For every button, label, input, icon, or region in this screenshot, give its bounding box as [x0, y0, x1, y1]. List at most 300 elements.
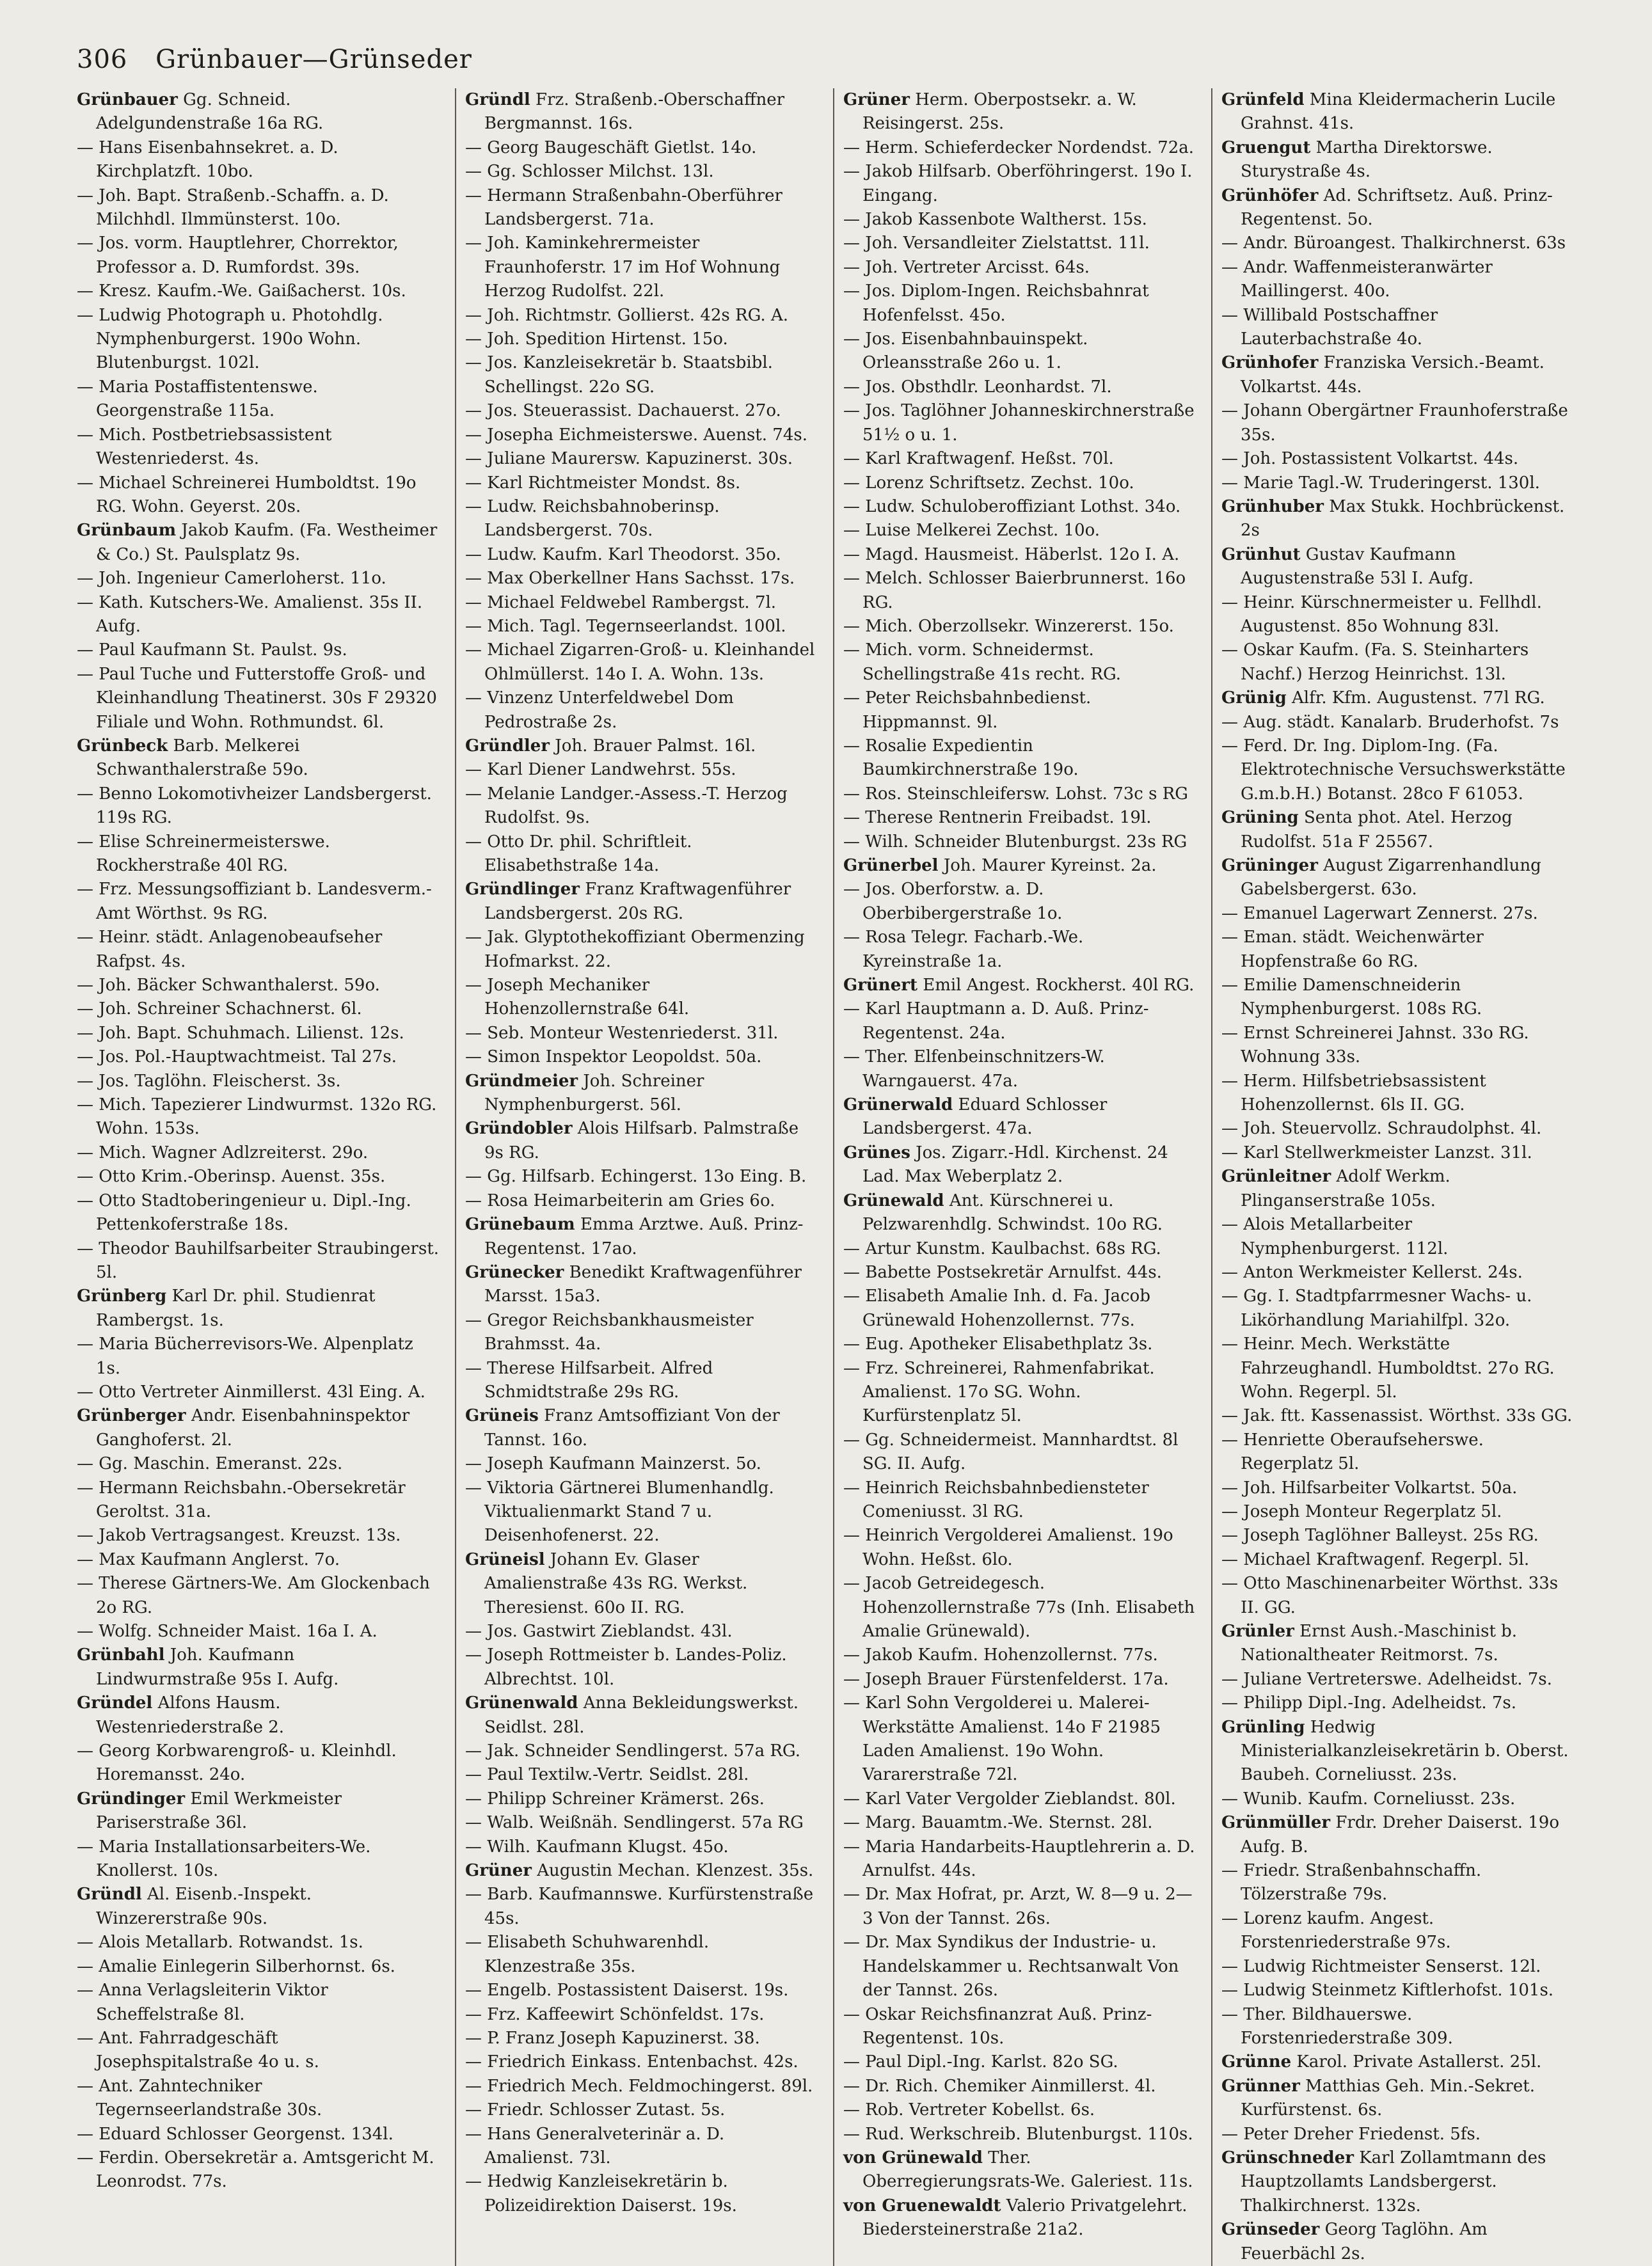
directory-entry — [843, 208, 1196, 232]
directory-entry — [77, 424, 440, 471]
directory-entry — [465, 2075, 818, 2098]
entry-text: Ant. Zahntechniker Tegernseerlandstraße 30s. — [96, 2076, 322, 2120]
directory-entry — [843, 1524, 1196, 1572]
directory-entry — [1221, 1572, 1574, 1620]
directory-entry — [843, 1357, 1196, 1429]
entry-text: Maria Handarbeits-Hauptlehrerin a. D. Arnulfst. 44s. — [862, 1837, 1195, 1881]
directory-entry — [843, 328, 1196, 376]
directory-entry — [465, 734, 818, 758]
entry-text: Ad. Schriftsetz. Auß. Prinz-Regentenst. 5o. — [1241, 186, 1553, 230]
entry-text: Babette Postsekretär Arnulfst. 44s. — [865, 1262, 1162, 1282]
directory-entry — [843, 136, 1196, 160]
directory-entry — [843, 2050, 1196, 2074]
page-number: 306 — [77, 45, 128, 74]
entry-text: Ant. Fahrradgeschäft Josephspitalstraße 4o u. s. — [96, 2028, 319, 2072]
directory-entry — [1221, 2146, 1574, 2218]
entry-text: Gg. Schlosser Milchst. 13l. — [487, 162, 714, 182]
entry-text: Jakob Kaufm. Hohenzollernst. 77s. — [865, 1645, 1158, 1665]
directory-entry — [1221, 2218, 1574, 2266]
directory-entry — [77, 1692, 440, 1739]
directory-entry — [1221, 1022, 1574, 1070]
entry-surname: von Grünewald — [843, 2148, 983, 2167]
entry-text: Lorenz kaufm. Angest. Forstenriederstraße 97s. — [1241, 1908, 1451, 1953]
directory-entry — [77, 1835, 440, 1883]
directory-entry — [843, 447, 1196, 471]
entry-surname: von Gruenewaldt — [843, 2196, 1001, 2215]
entry-surname: Grünbeck — [77, 736, 168, 756]
entry-surname: Gründlinger — [465, 880, 580, 899]
entry-surname: Grüninger — [1221, 856, 1318, 875]
entry-text: Ther. Elfenbeinschnitzers-W. Warngauerst. 47a. — [862, 1047, 1105, 1091]
entry-text: Hedwig Ministerialkanzleisekretärin b. Oberst. Baubeh. Corneliusst. 23s. — [1241, 1717, 1569, 1785]
entry-text: Gg. Schneidermeist. Mannhardtst. 8l SG. II. Aufg. — [862, 1430, 1179, 1474]
directory-entry — [1221, 1692, 1574, 1715]
entry-text: Rosa Heimarbeiterin am Gries 6o. — [487, 1191, 775, 1210]
directory-entry — [465, 567, 818, 590]
entry-text: Peter Dreher Friedenst. 5fs. — [1243, 2124, 1481, 2144]
directory-entry — [77, 1620, 440, 1644]
entry-text: Jos. Obsthdlr. Leonhardst. 7l. — [865, 377, 1112, 397]
directory-entry — [1221, 136, 1574, 184]
directory-entry — [1221, 1141, 1574, 1165]
entry-text: Hermann Reichsbahn.-Obersekretär Geroltst. 31a. — [96, 1478, 406, 1521]
entry-surname: Gründobler — [465, 1119, 573, 1139]
directory-entry — [465, 2170, 818, 2218]
directory-entry — [1221, 399, 1574, 447]
directory-entry — [465, 1787, 818, 1811]
directory-entry — [465, 1477, 818, 1548]
entry-text: Ludwig Steinmetz Kiftlerhofst. 101s. — [1243, 1981, 1554, 2001]
entry-text: Otto Vertreter Ainmillerst. 43l Eing. A. — [99, 1382, 425, 1402]
directory-entry — [465, 88, 818, 136]
entry-text: Joh. Schreiner Schachnerst. 6l. — [99, 999, 362, 1019]
directory-entry — [843, 2194, 1196, 2242]
entry-text: Melanie Landger.-Assess.-T. Herzog Rudolfst. 9s. — [484, 784, 788, 828]
entry-text: Vinzenz Unterfeldwebel Dom Pedrostraße 2s. — [484, 688, 734, 732]
entry-text: Joh. Bapt. Schuhmach. Lilienst. 12s. — [99, 1023, 404, 1043]
page-header — [77, 37, 1574, 82]
entry-text: Andr. Büroangest. Thalkirchnerst. 63s — [1243, 234, 1566, 253]
directory-entry — [77, 304, 440, 376]
column-2 — [455, 88, 818, 2266]
entry-text: Ludw. Kaufm. Karl Theodorst. 35o. — [487, 544, 781, 564]
entry-text: Heinr. Mech. Werkstätte Fahrzeughandl. Humboldtst. 27o RG. Wohn. Regerpl. 5l. — [1241, 1335, 1555, 1402]
entry-text: Herm. Schieferdecker Nordendst. 72a. — [865, 138, 1195, 157]
entry-text: Anton Werkmeister Kellerst. 24s. — [1243, 1262, 1523, 1282]
entry-text: Joseph Taglöhner Balleyst. 25s RG. — [1243, 1526, 1539, 1546]
entry-text: Joh. Versandleiter Zielstattst. 11l. — [865, 234, 1150, 253]
entry-text: Elise Schreinermeisterswe. Rockherstraße 40l RG. — [96, 832, 330, 875]
directory-entry — [77, 2123, 440, 2146]
directory-entry — [1221, 232, 1574, 255]
directory-entry — [465, 471, 818, 495]
entry-text: Jak. Schneider Sendlingerst. 57a RG. — [487, 1741, 801, 1761]
entry-text: Jos. Steuerassist. Dachauerst. 27o. — [487, 401, 781, 421]
entry-text: Hans Generalveterinär a. D. Amalienst. 73l. — [484, 2124, 725, 2167]
entry-text: Dr. Max Syndikus der Industrie- u. Handelskammer u. Rechtsanwalt Von der Tannst. 26s. — [862, 1933, 1179, 2001]
entry-surname: Grünbaum — [77, 521, 177, 541]
entry-text: Eug. Apotheker Elisabethplatz 3s. — [865, 1335, 1153, 1354]
directory-entry — [843, 232, 1196, 255]
entry-text: Karl Stellwerkmeister Lanzst. 31l. — [1243, 1143, 1532, 1162]
directory-entry — [465, 304, 818, 328]
directory-entry — [1221, 1477, 1574, 1500]
directory-entry — [843, 878, 1196, 926]
directory-entry — [465, 2050, 818, 2074]
directory-entry — [843, 376, 1196, 399]
directory-entry — [465, 160, 818, 184]
entry-text: Friedrich Mech. Feldmochingerst. 89l. — [487, 2076, 813, 2096]
entry-text: Ernst Schreinerei Jahnst. 33o RG. Wohnung 33s. — [1241, 1023, 1529, 1067]
directory-entry — [465, 926, 818, 974]
directory-entry — [465, 1859, 818, 1883]
entry-text: Max Kaufmann Anglerst. 7o. — [99, 1549, 340, 1569]
entry-text: Mich. Postbetriebsassistent Westenriederst. 4s. — [96, 425, 332, 469]
directory-entry — [1221, 1787, 1574, 1811]
entry-text: Luise Melkerei Zechst. 10o. — [865, 521, 1100, 541]
directory-entry — [465, 1739, 818, 1763]
entry-text: Franz Kraftwagenführer Landsbergerst. 20s RG. — [484, 880, 791, 923]
directory-entry — [843, 1189, 1196, 1237]
directory-entry — [465, 184, 818, 232]
directory-entry — [465, 1979, 818, 2002]
entry-text: Alfons Hausm. Westenriederstraße 2. — [96, 1693, 285, 1737]
directory-entry — [1221, 1668, 1574, 1692]
entry-text: Anna Verlagsleiterin Viktor Scheffelstraße 8l. — [96, 1981, 328, 2024]
entry-text: Joseph Brauer Fürstenfelderst. 17a. — [865, 1669, 1169, 1689]
entry-text: Gg. Schneid. Adelgundenstraße 16a RG. — [96, 90, 324, 134]
entry-surname: Gründl — [465, 90, 530, 109]
directory-entry — [843, 280, 1196, 328]
directory-entry — [843, 974, 1196, 997]
directory-entry — [77, 376, 440, 424]
entry-text: Frz. Straßenb.-Oberschaffner Bergmannst. 16s. — [484, 90, 785, 134]
directory-entry — [1221, 1213, 1574, 1261]
directory-entry — [465, 2027, 818, 2050]
directory-entry — [465, 495, 818, 543]
entry-text: Michael Zigarren-Groß- u. Kleinhandel Ohlmüllerst. 14o I. A. Wohn. 13s. — [484, 640, 815, 684]
directory-entry — [1221, 1907, 1574, 1955]
entry-text: Jak. ftt. Kassenassist. Wörthst. 33s GG. — [1243, 1406, 1573, 1426]
directory-entry — [1221, 2075, 1574, 2123]
directory-entry — [77, 1644, 440, 1692]
entry-text: Dr. Max Hofrat, pr. Arzt, W. 8—9 u. 2—3 Von der Tannst. 26s. — [862, 1885, 1193, 1928]
directory-entry — [1221, 1117, 1574, 1141]
entry-text: Joh. Bapt. Straßenb.-Schaffn. a. D. Milchhdl. Ilmmünsterst. 10o. — [96, 186, 389, 230]
entry-text: Amalie Einlegerin Silberhornst. 6s. — [99, 1956, 395, 1976]
directory-entry — [77, 1381, 440, 1404]
entry-surname: Grünenwald — [465, 1693, 578, 1713]
directory-entry — [465, 878, 818, 926]
entry-text: Paul Textilw.-Vertr. Seidlst. 28l. — [487, 1765, 749, 1785]
entry-text: Eman. städt. Weichenwärter Hopfenstraße 6o RG. — [1241, 928, 1484, 971]
entry-surname: Grünert — [843, 976, 917, 995]
entry-text: Georg Baugeschäft Gietlst. 14o. — [487, 138, 757, 157]
directory-entry — [77, 878, 440, 926]
entry-text: Joh. Spedition Hirtenst. 15o. — [487, 329, 728, 349]
directory-entry — [843, 399, 1196, 447]
entry-text: Jos. Taglöhn. Fleischerst. 3s. — [99, 1071, 341, 1091]
directory-entry — [77, 1477, 440, 1525]
column-3 — [833, 88, 1196, 2266]
entry-text: Rud. Werkschreib. Blutenburgst. 110s. — [865, 2124, 1193, 2144]
directory-entry — [465, 1404, 818, 1452]
entry-surname: Gründler — [465, 736, 550, 756]
entry-surname: Grünschneder — [1221, 2148, 1354, 2167]
entry-surname: Gründmeier — [465, 1071, 578, 1091]
directory-entry — [77, 1548, 440, 1572]
directory-entry — [843, 1237, 1196, 1261]
entry-text: Ludwig Photograph u. Photohdlg. Nymphenburgerst. 190o Wohn. Blutenburgst. 102l. — [96, 305, 383, 373]
entry-text: Rosalie Expedientin Baumkirchnerstraße 19o. — [862, 736, 1079, 780]
entry-text: Gg. Hilfsarb. Echingerst. 13o Eing. B. — [487, 1167, 807, 1187]
directory-entry — [1221, 2050, 1574, 2074]
entry-text: Franziska Versich.-Beamt. Volkartst. 44s. — [1241, 353, 1545, 397]
entry-text: Therese Rentnerin Freibadst. 19l. — [865, 808, 1152, 828]
entry-text: Andr. Eisenbahninspektor Ganghoferst. 2l. — [96, 1406, 410, 1450]
directory-entry — [465, 328, 818, 351]
directory-entry — [1221, 2003, 1574, 2051]
entry-text: Viktoria Gärtnerei Blumenhandlg. Viktualienmarkt Stand 7 u. Deisenhofenerst. 22. — [484, 1478, 774, 1546]
entry-text: Adolf Werkm. Plinganserstraße 105s. — [1241, 1167, 1450, 1210]
entry-text: Ferd. Dr. Ing. Diplom-Ing. (Fa. Elektrotechnische Versuchswerkstätte G.m.b.H.) Botanst. 28co F 61053. — [1241, 736, 1566, 804]
directory-entry — [843, 926, 1196, 974]
entry-text: Joh. Hilfsarbeiter Volkartst. 50a. — [1243, 1478, 1518, 1498]
entry-text: Hedwig Kanzleisekretärin b. Polizeidirektion Daiserst. 19s. — [484, 2172, 737, 2215]
entry-text: Joh. Maurer Kyreinst. 2a. — [943, 856, 1157, 875]
entry-text: Joseph Monteur Regerplatz 5l. — [1243, 1501, 1502, 1521]
directory-entry — [465, 1811, 818, 1835]
directory-entry — [465, 1213, 818, 1261]
entry-text: Joh. Brauer Palmst. 16l. — [555, 736, 756, 756]
directory-entry — [465, 447, 818, 471]
directory-entry — [1221, 1859, 1574, 1907]
entry-text: Frz. Messungsoffiziant b. Landesverm.-Amt Wörthst. 9s RG. — [96, 880, 432, 923]
entry-text: Mina Kleidermacherin Lucile Grahnst. 41s. — [1241, 90, 1556, 134]
directory-entry — [1221, 1811, 1574, 1859]
entry-text: Karl Sohn Vergolderei u. Malerei-Werkstätte Amalienst. 14o F 21985 Laden Amalienst. 19o Wohn. Vararerstraße 72l. — [862, 1693, 1161, 1785]
directory-entry — [465, 1452, 818, 1476]
directory-entry — [77, 997, 440, 1021]
directory-entry — [465, 1620, 818, 1644]
entry-text: Otto Stadtoberingenieur u. Dipl.-Ing. Pettenkoferstraße 18s. — [96, 1191, 411, 1235]
entry-text: Ant. Kürschnerei u. Pelzwarenhdlg. Schwindst. 10o RG. — [862, 1191, 1163, 1235]
column-1 — [77, 88, 440, 2266]
entry-surname: Grünler — [1221, 1622, 1294, 1641]
entry-text: Jos. vorm. Hauptlehrer, Chorrektor, Professor a. D. Rumfordst. 39s. — [96, 234, 399, 277]
entry-text: Jos. Gastwirt Zieblandst. 43l. — [487, 1622, 733, 1641]
directory-entry — [843, 1333, 1196, 1356]
directory-entry — [77, 926, 440, 974]
entry-text: Joseph Rottmeister b. Landes-Poliz. Albrechtst. 10l. — [484, 1645, 787, 1689]
directory-entry — [465, 1261, 818, 1309]
directory-entry — [843, 2098, 1196, 2122]
entry-text: Max Oberkellner Hans Sachsst. 17s. — [487, 569, 795, 589]
entry-text: Jos. Eisenbahnbauinspekt. Orleansstraße 26o u. 1. — [862, 329, 1088, 373]
entry-text: Benno Lokomotivheizer Landsbergerst. 119s RG. — [96, 784, 432, 828]
directory-entry — [465, 686, 818, 734]
directory-entry — [77, 1979, 440, 2027]
entry-surname: Grüneisl — [465, 1549, 545, 1569]
entry-text: Karl Kraftwagenf. Heßst. 70l. — [865, 449, 1114, 469]
entry-text: Jos. Taglöhner Johanneskirchnerstraße 51½ o u. 1. — [862, 401, 1195, 445]
directory-entry — [843, 1141, 1196, 1189]
directory-entry — [465, 1644, 818, 1692]
entry-text: Josepha Eichmeisterswe. Auenst. 74s. — [487, 425, 807, 445]
directory-entry — [77, 1093, 440, 1141]
entry-surname: Grünseder — [1221, 2220, 1320, 2240]
entry-text: Jakob Hilfsarb. Oberföhringerst. 19o I. Eingang. — [862, 162, 1193, 205]
entry-text: Joh. Steuervollz. Schraudolphst. 4l. — [1243, 1119, 1542, 1139]
directory-entry — [843, 567, 1196, 615]
entry-surname: Grüneis — [465, 1406, 539, 1426]
column-4 — [1211, 88, 1574, 2266]
entry-text: Frdr. Dreher Daiserst. 19o Aufg. B. — [1241, 1813, 1559, 1857]
directory-entry — [77, 1524, 440, 1548]
directory-entry — [77, 591, 440, 639]
directory-entry — [843, 686, 1196, 734]
entry-text: Herm. Oberpostsekr. a. W. Reisingerst. 25s. — [862, 90, 1137, 134]
entry-text: Matthias Geh. Min.-Sekret. Kurfürstenst. 6s. — [1241, 2076, 1535, 2120]
entry-surname: Grünecker — [465, 1262, 564, 1282]
entry-text: Ros. Steinschleifersw. Lohst. 73c s RG — [865, 784, 1189, 804]
directory-entry — [77, 1572, 440, 1620]
entry-text: Emilie Damenschneiderin Nymphenburgerst. 108s RG. — [1241, 976, 1482, 1019]
entry-surname: Grüning — [1221, 808, 1299, 828]
entry-surname: Grünerbel — [843, 856, 939, 875]
directory-entry — [843, 615, 1196, 638]
directory-entry — [465, 1165, 818, 1189]
directory-columns — [77, 88, 1574, 2263]
entry-text: Aug. städt. Kanalarb. Bruderhofst. 7s — [1243, 712, 1559, 732]
directory-entry — [843, 1692, 1196, 1787]
entry-text: Jakob Kaufm. (Fa. Westheimer & Co.) St. Paulsplatz 9s. — [96, 521, 438, 564]
entry-surname: Grünner — [1221, 2076, 1300, 2096]
directory-entry — [465, 1692, 818, 1739]
directory-entry — [465, 782, 818, 830]
directory-entry — [465, 136, 818, 160]
directory-entry — [77, 1333, 440, 1381]
directory-entry — [77, 974, 440, 997]
entry-text: August Zigarrenhandlung Gabelsbergerst. 63o. — [1241, 856, 1541, 899]
directory-entry — [465, 1189, 818, 1213]
entry-text: Al. Eisenb.-Inspekt. Winzererstraße 90s. — [96, 1885, 312, 1928]
directory-entry — [465, 638, 818, 686]
entry-text: Paul Dipl.-Ing. Karlst. 82o SG. — [865, 2052, 1118, 2072]
entry-surname: Grünerwald — [843, 1095, 953, 1115]
directory-entry — [843, 519, 1196, 543]
entry-text: Jos. Diplom-Ingen. Reichsbahnrat Hofenfelsst. 45o. — [862, 281, 1149, 325]
directory-entry — [77, 1931, 440, 1954]
entry-text: Marie Tagl.-W. Truderingerst. 130l. — [1243, 473, 1540, 493]
directory-entry — [1221, 1404, 1574, 1428]
directory-entry — [77, 184, 440, 232]
entry-text: Maria Postaffistentenswe. Georgenstraße 115a. — [96, 377, 318, 421]
directory-entry — [1221, 256, 1574, 304]
entry-text: Jos. Oberforstw. a. D. Oberbibergerstraße 1o. — [862, 880, 1063, 923]
directory-entry — [77, 232, 440, 280]
entry-text: Emanuel Lagerwart Zennerst. 27s. — [1243, 903, 1538, 923]
directory-entry — [77, 1141, 440, 1165]
directory-entry — [843, 2146, 1196, 2194]
entry-surname: Grünleitner — [1221, 1167, 1331, 1187]
entry-text: Friedr. Straßenbahnschaffn. Tölzerstraße 79s. — [1241, 1861, 1482, 1905]
entry-text: Otto Krim.-Oberinsp. Auenst. 35s. — [99, 1167, 386, 1187]
entry-text: Michael Schreinerei Humboldtst. 19o RG. Wohn. Geyerst. 20s. — [96, 473, 417, 516]
entry-text: Joh. Vertreter Arcisst. 64s. — [865, 257, 1090, 277]
entry-surname: Gründinger — [77, 1789, 186, 1809]
directory-entry — [77, 88, 440, 136]
directory-entry — [843, 782, 1196, 806]
entry-text: Joh. Kaufmann Lindwurmstraße 95s I. Aufg. — [96, 1645, 339, 1689]
directory-entry — [465, 615, 818, 638]
entry-surname: Grünling — [1221, 1717, 1305, 1737]
directory-entry — [843, 1787, 1196, 1811]
directory-entry — [77, 1285, 440, 1333]
directory-entry — [465, 1548, 818, 1620]
directory-entry — [77, 1404, 440, 1452]
page-title: Grünbauer—Grünseder — [155, 45, 472, 74]
directory-entry — [465, 351, 818, 399]
directory-entry — [465, 543, 818, 567]
entry-text: Joseph Mechaniker Hohenzollernstraße 64l. — [484, 976, 690, 1019]
directory-entry — [843, 1883, 1196, 1931]
entry-text: Eduard Schlosser Landsbergerst. 47a. — [862, 1095, 1108, 1139]
entry-text: Alois Metallarb. Rotwandst. 1s. — [99, 1933, 363, 1953]
entry-text: Heinrich Reichsbahnbediensteter Comeniusst. 3l RG. — [862, 1478, 1149, 1521]
directory-entry — [465, 1763, 818, 1787]
entry-text: Oskar Kaufm. (Fa. S. Steinharters Nachf.) Herzog Heinrichst. 13l. — [1241, 640, 1529, 684]
entry-text: Emil Angest. Rockherst. 40l RG. — [923, 976, 1195, 995]
directory-entry — [77, 136, 440, 184]
entry-text: Ernst Aush.-Maschinist b. Nationaltheater Reitmorst. 7s. — [1241, 1622, 1518, 1665]
entry-text: Wilh. Schneider Blutenburgst. 23s RG — [865, 832, 1187, 852]
entry-text: Mich. Tapezierer Lindwurmst. 132o RG. Wohn. 153s. — [96, 1095, 437, 1139]
directory-entry — [843, 2075, 1196, 2098]
entry-text: Hans Eisenbahnsekret. a. D. Kirchplatzft. 10bo. — [96, 138, 338, 182]
directory-entry — [77, 734, 440, 782]
directory-entry — [1221, 974, 1574, 1022]
entry-text: Kath. Kutschers-We. Amalienst. 35s II. Aufg. — [96, 592, 423, 636]
entry-text: Dr. Rich. Chemiker Ainmillerst. 4l. — [865, 2076, 1156, 2096]
directory-entry — [1221, 1285, 1574, 1333]
entry-text: Karl Vater Vergolder Zieblandst. 80l. — [865, 1789, 1176, 1809]
directory-entry — [77, 830, 440, 878]
directory-entry — [77, 280, 440, 303]
directory-entry — [1221, 591, 1574, 639]
entry-text: P. Franz Joseph Kapuzinerst. 38. — [487, 2028, 760, 2048]
entry-surname: Grüner — [843, 90, 910, 109]
directory-entry — [843, 1285, 1196, 1333]
entry-text: Engelb. Postassistent Daiserst. 19s. — [487, 1981, 789, 2001]
entry-text: Georg Korbwarengroß- u. Kleinhdl. Horemansst. 24o. — [96, 1741, 397, 1785]
directory-entry — [843, 160, 1196, 208]
directory-entry — [1221, 543, 1574, 591]
directory-entry — [1221, 1070, 1574, 1118]
directory-entry — [843, 854, 1196, 878]
entry-text: Gg. I. Stadtpfarrmesner Wachs- u. Likörhandlung Mariahilfpl. 32o. — [1241, 1287, 1532, 1330]
directory-entry — [77, 1739, 440, 1787]
entry-text: Melch. Schlosser Baierbrunnerst. 16o RG. — [862, 569, 1186, 612]
directory-entry — [843, 734, 1196, 782]
entry-text: Jak. Glyptothekoffiziant Obermenzing Hofmarkst. 22. — [484, 928, 805, 971]
directory-entry — [843, 1835, 1196, 1883]
directory-entry — [465, 1883, 818, 1931]
directory-entry — [77, 1165, 440, 1189]
entry-text: Alois Hilfsarb. Palmstraße 9s RG. — [484, 1119, 799, 1162]
directory-entry — [465, 232, 818, 303]
entry-text: Max Stukk. Hochbrückenst. 2s — [1241, 496, 1565, 541]
